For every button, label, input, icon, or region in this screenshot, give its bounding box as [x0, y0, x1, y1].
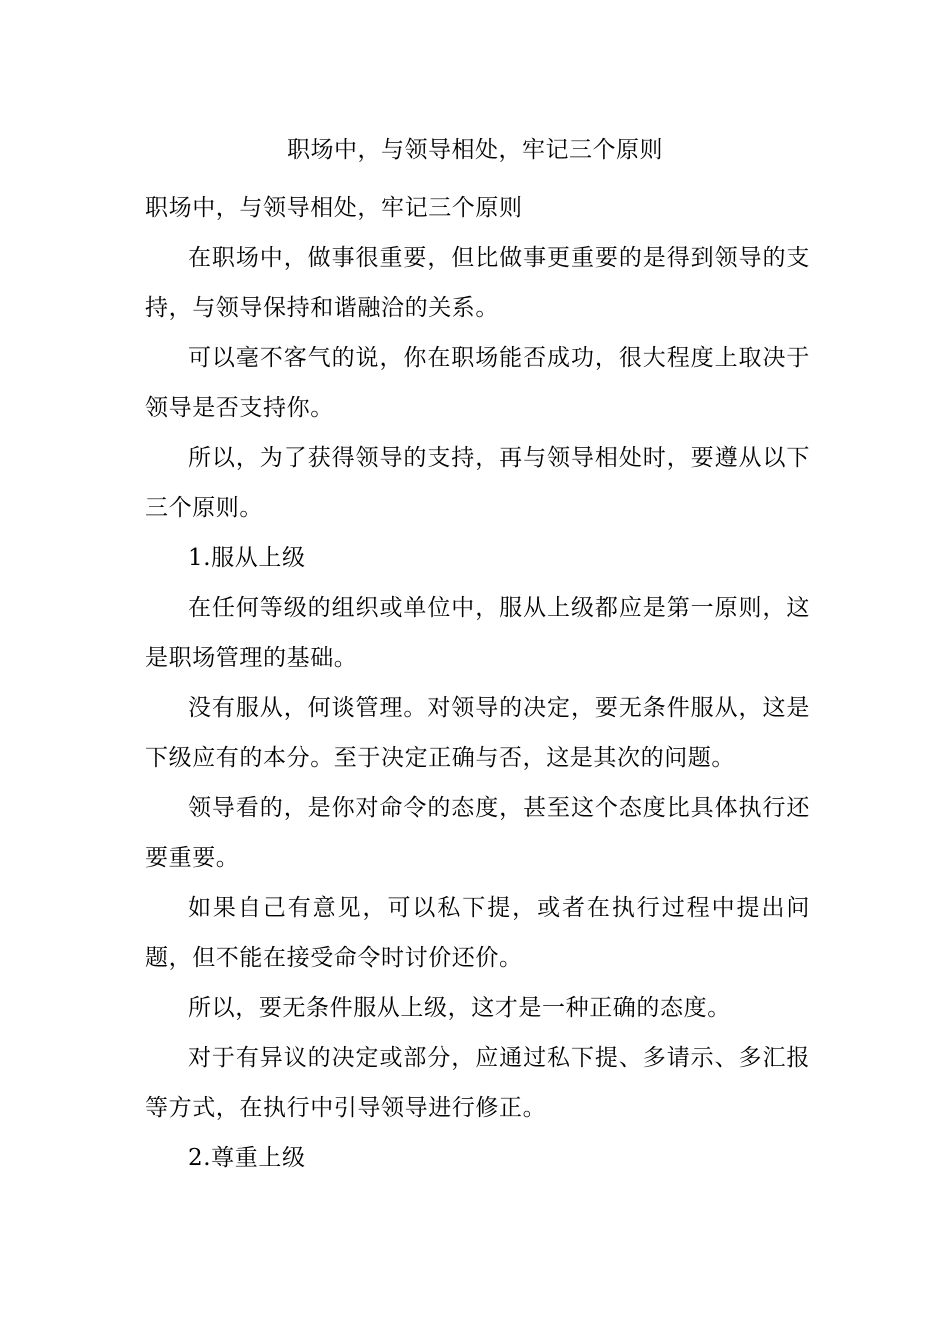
section-heading: 2.尊重上级: [188, 1145, 306, 1171]
paragraph: 所以，为了获得领导的支持，再与领导相处时，要遵从以下三个原则。: [145, 445, 810, 521]
paragraph: 领导看的，是你对命令的态度，甚至这个态度比具体执行还要重要。: [145, 795, 810, 871]
section-heading: 1.服从上级: [188, 545, 306, 571]
document-title: 职场中，与领导相处，牢记三个原则: [287, 137, 663, 163]
paragraph: 对于有异议的决定或部分，应通过私下提、多请示、多汇报等方式，在执行中引导领导进行修正。: [145, 1045, 810, 1121]
paragraph: 没有服从，何谈管理。对领导的决定，要无条件服从，这是下级应有的本分。至于决定正确与否，这是其次的问题。: [145, 695, 810, 771]
paragraph: 可以毫不客气的说，你在职场能否成功，很大程度上取决于领导是否支持你。: [145, 345, 810, 421]
paragraph: 如果自己有意见，可以私下提，或者在执行过程中提出问题，但不能在接受命令时讨价还价。: [145, 895, 810, 971]
document-body: [145, 183, 810, 1183]
paragraph: 在任何等级的组织或单位中，服从上级都应是第一原则，这是职场管理的基础。: [145, 595, 810, 671]
paragraph: 在职场中，做事很重要，但比做事更重要的是得到领导的支持，与领导保持和谐融洽的关系。: [145, 245, 810, 321]
paragraph-subtitle: 职场中，与领导相处，牢记三个原则: [145, 195, 523, 221]
paragraph: 所以，要无条件服从上级，这才是一种正确的态度。: [188, 995, 731, 1021]
